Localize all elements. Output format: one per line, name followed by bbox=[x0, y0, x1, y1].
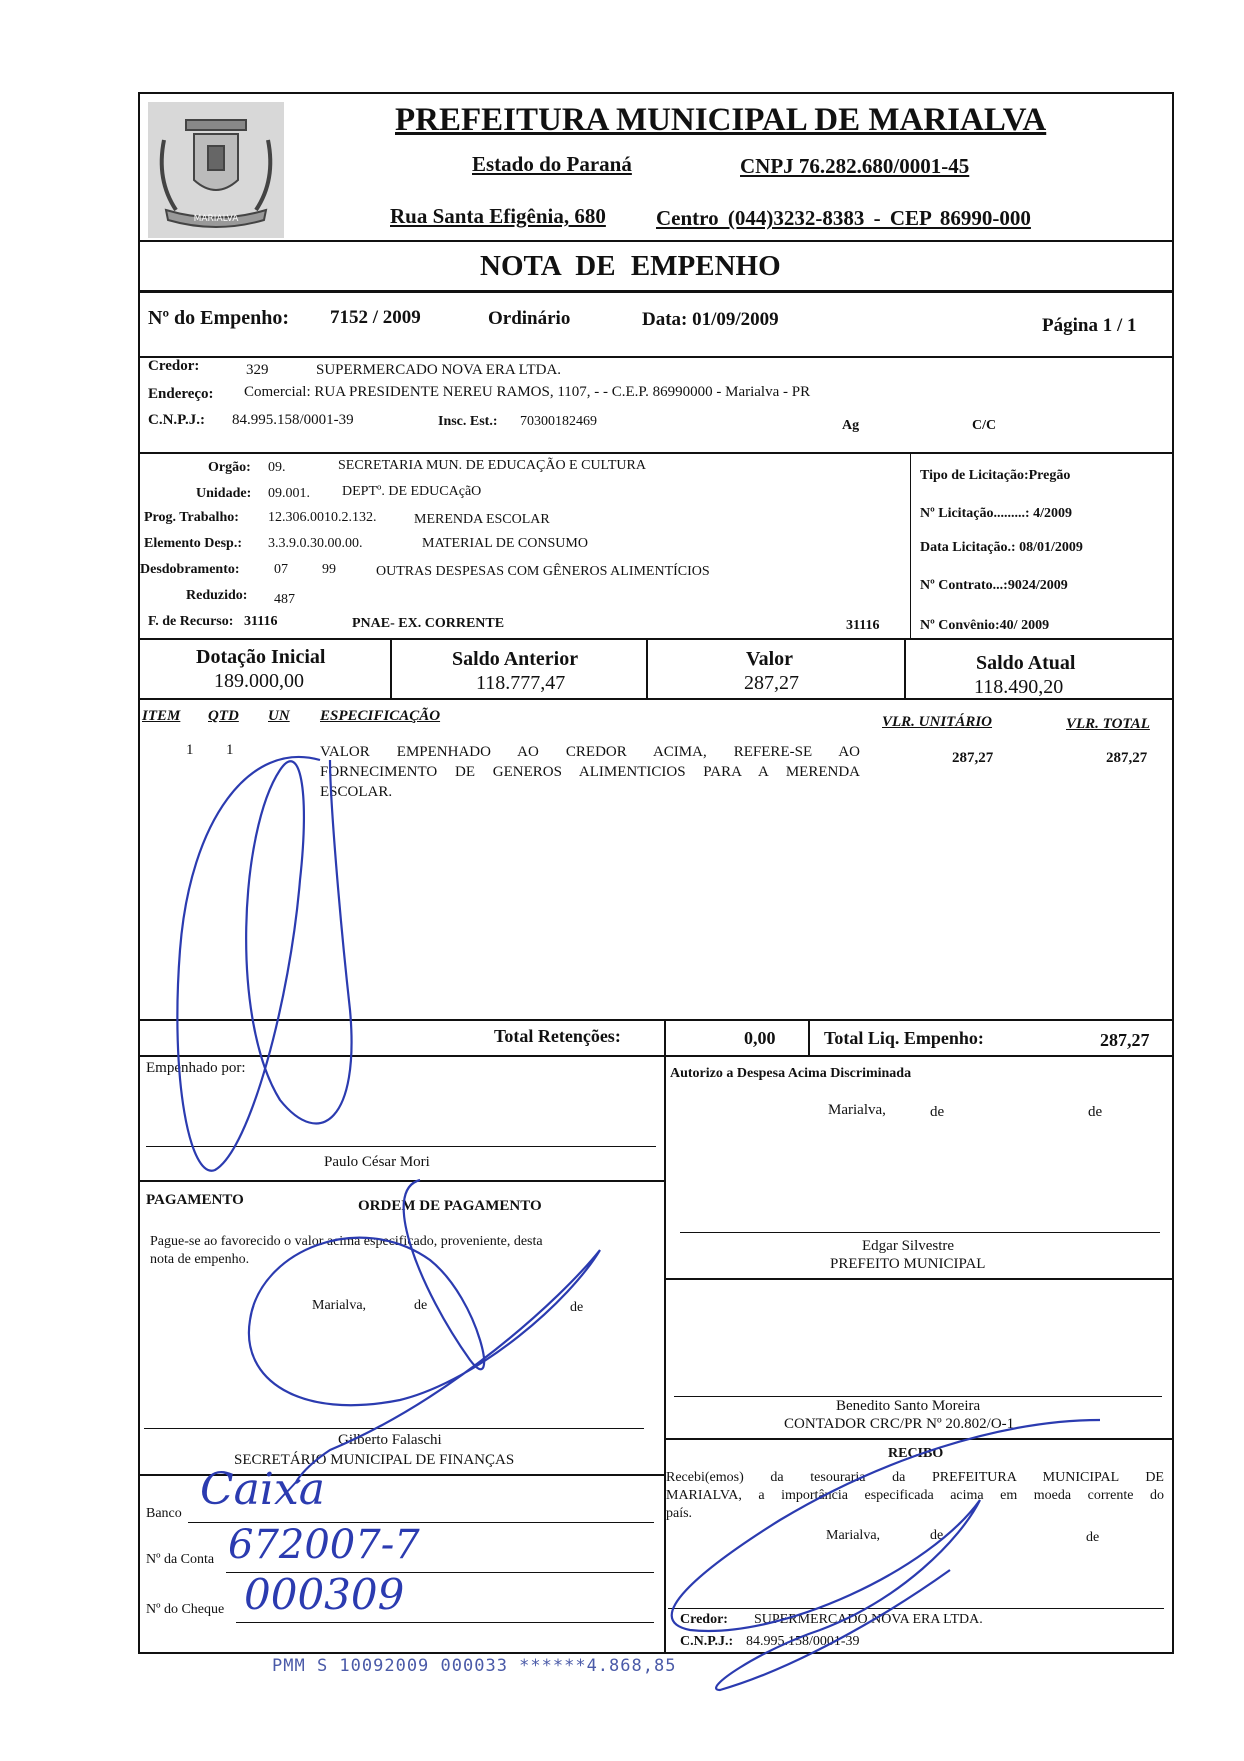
autorizo-label: Autorizo a Despesa Acima Discriminada bbox=[670, 1066, 912, 1081]
credor-cnpj-label: C.N.P.J.: bbox=[148, 412, 205, 428]
pagamento-de1: de bbox=[414, 1298, 428, 1313]
orgao-value: SECRETARIA MUN. DE EDUCAÇÃO E CULTURA bbox=[338, 458, 646, 473]
elem-value: MATERIAL DE CONSUMO bbox=[422, 536, 588, 551]
item-number: 1 bbox=[186, 742, 194, 758]
page-title: PREFEITURA MUNICIPAL DE MARIALVA bbox=[395, 102, 1047, 138]
mayor-name: Edgar Silvestre bbox=[862, 1238, 955, 1254]
elem-label: Elemento Desp.: bbox=[144, 536, 242, 551]
cc-label: C/C bbox=[972, 418, 997, 433]
desd-value: OUTRAS DESPESAS COM GÊNEROS ALIMENTÍCIOS bbox=[376, 564, 710, 579]
elem-code: 3.3.9.0.30.00.00. bbox=[268, 536, 363, 551]
orgao-label: Orgão: bbox=[208, 460, 251, 475]
conta-label: Nº da Conta bbox=[146, 1552, 215, 1567]
col-qtd: QTD bbox=[208, 708, 239, 724]
coat-of-arms-icon bbox=[146, 100, 286, 240]
recibo-credor-label: Credor: bbox=[680, 1612, 728, 1627]
bank-stamp: PMM S 10092009 000033 ******4.868,85 bbox=[272, 1656, 677, 1676]
recibo-de1: de bbox=[930, 1528, 944, 1543]
total-liq-label: Total Liq. Empenho: bbox=[824, 1028, 984, 1048]
recibo-place: Marialva, bbox=[826, 1528, 881, 1543]
recibo-credor: SUPERMERCADO NOVA ERA LTDA. bbox=[754, 1612, 983, 1627]
empenho-label: Nº do Empenho: bbox=[148, 307, 290, 329]
item-desc-line2: FORNECIMENTO DE GENEROS ALIMENTICIOS PARA A MERENDA bbox=[320, 764, 860, 780]
licitacao-contrato: Nº Contrato...:9024/2009 bbox=[920, 578, 1068, 593]
recibo-text2: MARIALVA, a importância especificada acima em moeda corrente do bbox=[666, 1488, 1164, 1503]
insc-label: Insc. Est.: bbox=[438, 414, 498, 429]
credor-code: 329 bbox=[246, 362, 269, 378]
cheque-label: Nº do Cheque bbox=[146, 1602, 225, 1617]
pagamento-de2: de bbox=[570, 1300, 584, 1315]
total-retencoes-value: 0,00 bbox=[744, 1028, 776, 1048]
recurso-value: PNAE- EX. CORRENTE bbox=[352, 616, 505, 631]
pagamento-label: PAGAMENTO bbox=[146, 1192, 244, 1208]
empenhado-label: Empenhado por: bbox=[146, 1060, 246, 1076]
licitacao-convenio: Nº Convênio:40/ 2009 bbox=[920, 618, 1050, 633]
conta-value: 672007-7 bbox=[228, 1522, 420, 1568]
cnpj-label: CNPJ 76.282.680/0001-45 bbox=[740, 154, 970, 178]
recibo-text1: Recebi(emos) da tesouraria da PREFEITURA MUNICIPAL DE bbox=[666, 1470, 1164, 1485]
licitacao-tipo: Tipo de Licitação:Pregão bbox=[920, 468, 1071, 483]
svg-text:MARIALVA: MARIALVA bbox=[193, 214, 239, 224]
col-unit: VLR. UNITÁRIO bbox=[882, 714, 993, 730]
recurso-code: 31116 bbox=[244, 614, 278, 629]
contact-label: Centro (044)3232-8383 - CEP 86990-000 bbox=[656, 206, 1031, 230]
item-unit-value: 287,27 bbox=[952, 750, 994, 766]
item-qty: 1 bbox=[226, 742, 234, 758]
pagamento-place: Marialva, bbox=[312, 1298, 367, 1313]
accountant-title: CONTADOR CRC/PR Nº 20.802/O-1 bbox=[784, 1416, 1015, 1432]
dotacao-label: Dotação Inicial bbox=[196, 646, 326, 668]
licitacao-numero: Nº Licitação.........: 4/2009 bbox=[920, 506, 1072, 521]
col-spec: ESPECIFICAÇÃO bbox=[320, 708, 441, 724]
state-label: Estado do Paraná bbox=[472, 152, 632, 176]
col-total: VLR. TOTAL bbox=[1066, 716, 1150, 732]
col-un: UN bbox=[268, 708, 290, 724]
dotacao-value: 189.000,00 bbox=[214, 670, 304, 692]
insc-value: 70300182469 bbox=[520, 414, 597, 429]
valor-label: Valor bbox=[746, 648, 794, 670]
item-desc-line1: VALOR EMPENHADO AO CREDOR ACIMA, REFERE-SE AO bbox=[320, 744, 860, 760]
desd-code1: 07 bbox=[274, 562, 288, 577]
unidade-code: 09.001. bbox=[268, 486, 310, 501]
empenhado-name: Paulo César Mori bbox=[324, 1154, 430, 1170]
banco-value: Caixa bbox=[200, 1464, 326, 1515]
prog-code: 12.306.0010.2.132. bbox=[268, 510, 377, 525]
secretario-name: Gilberto Falaschi bbox=[338, 1432, 442, 1448]
desd-code2: 99 bbox=[322, 562, 336, 577]
cheque-value: 000309 bbox=[244, 1570, 405, 1619]
saldo-anterior-label: Saldo Anterior bbox=[452, 648, 579, 670]
banco-label: Banco bbox=[146, 1506, 182, 1521]
page-number: Página 1 / 1 bbox=[1042, 315, 1137, 336]
address-label: Rua Santa Efigênia, 680 bbox=[390, 204, 606, 228]
empenho-number: 7152 / 2009 bbox=[330, 307, 421, 328]
prog-value: MERENDA ESCOLAR bbox=[414, 512, 550, 527]
pagamento-text2: nota de empenho. bbox=[150, 1252, 250, 1267]
credor-name: SUPERMERCADO NOVA ERA LTDA. bbox=[316, 362, 562, 378]
saldo-atual-label: Saldo Atual bbox=[976, 652, 1076, 674]
saldo-atual-value: 118.490,20 bbox=[974, 676, 1064, 698]
item-total-value: 287,27 bbox=[1106, 750, 1148, 766]
reduzido-label: Reduzido: bbox=[186, 588, 248, 603]
recibo-text3: país. bbox=[666, 1506, 693, 1521]
ag-label: Ag bbox=[842, 418, 860, 433]
unidade-label: Unidade: bbox=[196, 486, 252, 501]
credor-cnpj: 84.995.158/0001-39 bbox=[232, 412, 354, 428]
autorizo-de2: de bbox=[1088, 1104, 1103, 1120]
ordem-label: ORDEM DE PAGAMENTO bbox=[358, 1198, 542, 1214]
autorizo-place: Marialva, bbox=[828, 1102, 886, 1118]
prog-label: Prog. Trabalho: bbox=[144, 510, 239, 525]
credor-label: Credor: bbox=[148, 358, 200, 374]
autorizo-de1: de bbox=[930, 1104, 945, 1120]
recurso-label: F. de Recurso: bbox=[148, 614, 234, 629]
doc-title: NOTA DE EMPENHO bbox=[480, 250, 781, 282]
mayor-title: PREFEITO MUNICIPAL bbox=[830, 1256, 986, 1272]
valor-value: 287,27 bbox=[744, 672, 799, 694]
secretario-title: SECRETÁRIO MUNICIPAL DE FINANÇAS bbox=[234, 1452, 515, 1468]
credor-address: Comercial: RUA PRESIDENTE NEREU RAMOS, 1107, - - C.E.P. 86990000 - Marialva - PR bbox=[244, 384, 811, 400]
recibo-cnpj: 84.995.158/0001-39 bbox=[746, 1634, 860, 1649]
saldo-anterior-value: 118.777,47 bbox=[476, 672, 566, 694]
col-item: ITEM bbox=[142, 708, 181, 724]
total-liq-value: 287,27 bbox=[1100, 1030, 1150, 1050]
recibo-de2: de bbox=[1086, 1530, 1100, 1545]
recurso-code2: 31116 bbox=[846, 618, 880, 633]
orgao-code: 09. bbox=[268, 460, 286, 475]
pagamento-text1: Pague-se ao favorecido o valor acima especificado, proveniente, desta bbox=[150, 1234, 543, 1249]
item-desc-line3: ESCOLAR. bbox=[320, 784, 393, 800]
unidade-value: DEPTº. DE EDUCAçãO bbox=[342, 484, 482, 499]
recibo-label: RECIBO bbox=[888, 1446, 944, 1461]
empenho-date: Data: 01/09/2009 bbox=[642, 309, 779, 330]
reduzido-value: 487 bbox=[274, 592, 295, 607]
accountant-name: Benedito Santo Moreira bbox=[836, 1398, 981, 1414]
desd-label: Desdobramento: bbox=[140, 562, 240, 577]
address-field-label: Endereço: bbox=[148, 386, 214, 402]
recibo-cnpj-label: C.N.P.J.: bbox=[680, 1634, 734, 1649]
empenho-form bbox=[138, 92, 1174, 1654]
licitacao-data: Data Licitação.: 08/01/2009 bbox=[920, 540, 1083, 555]
empenho-type: Ordinário bbox=[488, 308, 571, 329]
total-retencoes-label: Total Retenções: bbox=[494, 1026, 621, 1046]
